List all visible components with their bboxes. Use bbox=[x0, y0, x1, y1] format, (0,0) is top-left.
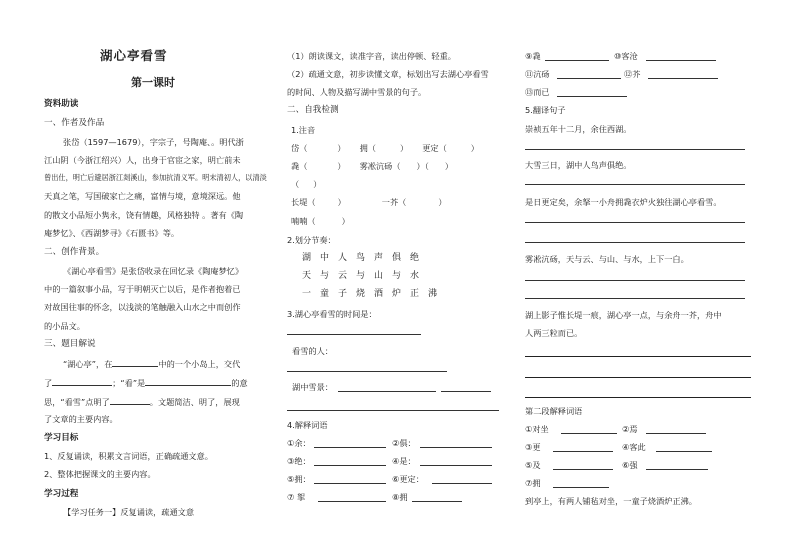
answer-line[interactable] bbox=[561, 433, 617, 434]
explain-item: ⑦ 挐 bbox=[287, 492, 306, 502]
people-question: 看雪的人： bbox=[292, 346, 333, 356]
lesson-subtitle: 第一课时 bbox=[131, 76, 175, 89]
answer-line[interactable] bbox=[525, 242, 745, 243]
translate-heading: 5.翻译句子 bbox=[525, 105, 566, 115]
author-line: 的散文小品短小隽永，饶有情趣，风格独特 。著有《陶 bbox=[44, 210, 244, 220]
pinyin-word: 毳（ bbox=[291, 161, 308, 171]
q3-text: 思，“看雪”点明了 bbox=[44, 397, 110, 407]
explain-item: ①余： bbox=[287, 438, 311, 448]
blank-line[interactable] bbox=[145, 376, 231, 386]
answer-line[interactable] bbox=[525, 356, 751, 357]
vocab-item: ⑪沆砀 bbox=[525, 69, 550, 79]
translate-sentence: 大雪三日，湖中人鸟声俱绝。 bbox=[525, 160, 632, 170]
translate-sentence: 是日更定矣，余拏一小舟拥毳衣炉火独往湖心亭看雪。 bbox=[525, 197, 722, 207]
answer-line[interactable] bbox=[525, 397, 751, 398]
pinyin-close: ） bbox=[341, 216, 350, 226]
answer-line[interactable] bbox=[314, 447, 386, 448]
instruction-item: 的时间、人物及描写湖中雪景的句子。 bbox=[287, 87, 427, 97]
pinyin-row bbox=[291, 142, 479, 154]
answer-line[interactable] bbox=[287, 410, 499, 411]
background-line: 《湖心亭看雪》是张岱收录在回忆录《陶庵梦忆》 bbox=[63, 266, 244, 276]
explain-item: ⑤拥： bbox=[287, 474, 311, 484]
vocab-item: ③更 bbox=[525, 442, 541, 452]
pinyin-mid: ）（ bbox=[416, 161, 429, 171]
pinyin-word: 拥（ bbox=[359, 143, 376, 153]
vocab-item: ⑬而已 bbox=[525, 87, 550, 97]
explain-item: ④是： bbox=[392, 456, 416, 466]
vocab-item: ⑥强 bbox=[622, 460, 638, 470]
pinyin-word: 雾凇沆砀（ bbox=[359, 161, 401, 171]
title-explain-q3 bbox=[44, 395, 240, 408]
background-line: 的小品文。 bbox=[44, 321, 85, 331]
answer-line[interactable] bbox=[557, 78, 621, 79]
self-check-heading: 二、自我检测 bbox=[287, 105, 339, 115]
blank-line[interactable] bbox=[52, 376, 112, 386]
pinyin-close: ） bbox=[337, 161, 346, 171]
pinyin-close: ） bbox=[313, 179, 322, 189]
pinyin-row bbox=[291, 178, 321, 190]
goals-heading: 学习目标 bbox=[44, 433, 79, 443]
instruction-item: （2）疏通文意，初步读懂文章，标划出写去湖心亭看雪 bbox=[287, 69, 489, 79]
answer-line[interactable] bbox=[412, 501, 462, 502]
translate-sentence: 崇祯五年十二月，余住西湖。 bbox=[525, 124, 632, 134]
q1-text: “湖心亭”，在 bbox=[63, 359, 113, 369]
answer-line[interactable] bbox=[338, 391, 436, 392]
title-explain-heading: 三、题目解说 bbox=[44, 339, 96, 349]
answer-line[interactable] bbox=[553, 451, 613, 452]
pinyin-open: （ bbox=[291, 179, 300, 189]
pinyin-word: 一芥（ bbox=[381, 197, 407, 207]
author-line: 天真之笔，写国破家亡之痛，富情与境，意境深远。他 bbox=[44, 191, 241, 201]
answer-line[interactable] bbox=[525, 222, 745, 223]
process-heading: 学习过程 bbox=[44, 489, 79, 499]
answer-line[interactable] bbox=[646, 469, 708, 470]
explain-heading: 4.解释词语 bbox=[287, 420, 328, 430]
closing-sentence: 到亭上，有两人铺毡对坐，一童子烧酒炉正沸。 bbox=[525, 496, 697, 506]
explain-item: ⑧拥 bbox=[392, 492, 408, 502]
pinyin-row bbox=[291, 160, 453, 172]
instruction-item: （1）朗读课文，读准字音，读出停顿、轻重。 bbox=[287, 51, 456, 61]
vocab-item: ⑫芥 bbox=[624, 69, 641, 79]
translate-sentence: 雾凇沆砀，天与云、与山、与水，上下一白。 bbox=[525, 254, 689, 264]
rhythm-sentence: 一童子烧酒炉正沸 bbox=[302, 289, 447, 299]
vocab-item: ⑦拥 bbox=[525, 478, 541, 488]
vocab-item: ②焉 bbox=[622, 424, 638, 434]
answer-line[interactable] bbox=[525, 377, 751, 378]
pinyin-close: ） bbox=[470, 143, 479, 153]
answer-line[interactable] bbox=[432, 483, 492, 484]
scene-question: 湖中雪景： bbox=[292, 382, 333, 392]
answer-line[interactable] bbox=[287, 371, 447, 372]
q3-text-b: 。文题简洁、明了，展现 bbox=[149, 397, 240, 407]
answer-line[interactable] bbox=[525, 280, 745, 281]
pinyin-row bbox=[291, 196, 447, 208]
blank-line[interactable] bbox=[110, 395, 150, 405]
pinyin-close: ） bbox=[337, 143, 346, 153]
answer-line[interactable] bbox=[314, 465, 386, 466]
answer-line[interactable] bbox=[545, 60, 609, 61]
para2-heading: 第二段解释词语 bbox=[525, 406, 583, 416]
author-line: 庵梦忆》、《西湖梦寻》《石匮书》等。 bbox=[44, 228, 180, 238]
answer-line[interactable] bbox=[318, 501, 386, 502]
author-heading: 一、作者及作品 bbox=[44, 118, 105, 128]
materials-heading: 资料助读 bbox=[44, 99, 79, 109]
pinyin-word: 喃喃（ bbox=[291, 216, 316, 226]
answer-line[interactable] bbox=[420, 447, 492, 448]
pinyin-close: ） bbox=[337, 197, 346, 207]
q2-text-c: 的意 bbox=[231, 378, 248, 388]
rhythm-heading: 2.划分节奏： bbox=[287, 235, 336, 245]
title-explain-q2 bbox=[44, 376, 248, 389]
answer-line[interactable] bbox=[441, 391, 491, 392]
vocab-item: ①对坐 bbox=[525, 424, 549, 434]
vocab-item: ⑤及 bbox=[525, 460, 541, 470]
author-line: 曾出仕，明亡后避居浙江剡溪山，参加抗清义军。明末清初人，以清淡 bbox=[44, 173, 267, 182]
task-one: 【学习任务一】反复诵读，疏通文意 bbox=[63, 507, 195, 517]
blank-line[interactable] bbox=[112, 357, 158, 367]
goal-item: 2、整体把握课文的主要内容。 bbox=[44, 469, 156, 479]
vocab-item: ④客此 bbox=[622, 442, 646, 452]
translate-sentence: 人两三粒而已。 bbox=[525, 328, 583, 338]
pinyin-word: 更定（ bbox=[422, 143, 447, 153]
vocab-item: ⑩客沧 bbox=[614, 51, 638, 61]
translate-sentence: 湖上影子惟长堤一痕，湖心亭一点，与余舟一芥，舟中 bbox=[525, 310, 722, 320]
answer-line[interactable] bbox=[557, 96, 627, 97]
explain-item: ②俱： bbox=[392, 438, 416, 448]
vocab-item: ⑨毳 bbox=[525, 51, 541, 61]
q2-text: 了 bbox=[44, 378, 53, 388]
background-line: 对故国往事的怀念，以浅淡的笔触融入山水之中而创作 bbox=[44, 302, 241, 312]
answer-line[interactable] bbox=[525, 149, 745, 150]
answer-line[interactable] bbox=[648, 78, 718, 79]
author-line: 江山阴（今浙江绍兴）人，出身于官宦之家，明亡前未 bbox=[44, 155, 241, 165]
q2-text-b: ；“看”是 bbox=[112, 378, 146, 388]
time-question: 3.湖心亭看雪的时间是： bbox=[287, 309, 377, 319]
pinyin-word: 岱（ bbox=[291, 143, 308, 153]
title-explain-q4: 了文章的主要内容。 bbox=[44, 414, 118, 424]
title-explain-q1 bbox=[63, 357, 240, 370]
doc-title: 湖心亭看雪 bbox=[100, 48, 168, 63]
explain-item: ⑥更定： bbox=[392, 474, 424, 484]
answer-line[interactable] bbox=[553, 469, 613, 470]
author-line: 张岱（1597—1679），字宗子，号陶庵、。明代浙 bbox=[63, 137, 244, 147]
goal-item: 1、反复诵读，积累文言词语，正确疏通文意。 bbox=[44, 451, 213, 461]
answer-line[interactable] bbox=[314, 483, 386, 484]
explain-item: ③绝： bbox=[287, 456, 311, 466]
rhythm-sentence: 湖中人鸟声俱绝 bbox=[302, 253, 429, 263]
answer-line[interactable] bbox=[287, 334, 421, 335]
answer-line[interactable] bbox=[525, 184, 745, 185]
q1-text-b: 中的一个小岛上，交代 bbox=[158, 359, 241, 369]
rhythm-sentence: 天与云与山与水 bbox=[302, 271, 429, 281]
answer-line[interactable] bbox=[656, 451, 712, 452]
answer-line[interactable] bbox=[525, 298, 745, 299]
pinyin-close: ） bbox=[399, 143, 409, 153]
pinyin-row bbox=[291, 215, 350, 227]
answer-line[interactable] bbox=[646, 60, 716, 61]
pinyin-heading: 1.注音 bbox=[291, 125, 316, 135]
pinyin-word: 长堤（ bbox=[291, 197, 316, 207]
answer-line[interactable] bbox=[420, 465, 492, 466]
pinyin-close: ） bbox=[438, 197, 447, 207]
pinyin-close: ） bbox=[444, 161, 454, 171]
answer-line[interactable] bbox=[646, 433, 706, 434]
answer-line[interactable] bbox=[553, 487, 609, 488]
background-heading: 二、创作背景。 bbox=[44, 247, 105, 257]
background-line: 中的一篇叙事小品，写于明朝灭亡以后，是作者抱着已 bbox=[44, 284, 241, 294]
